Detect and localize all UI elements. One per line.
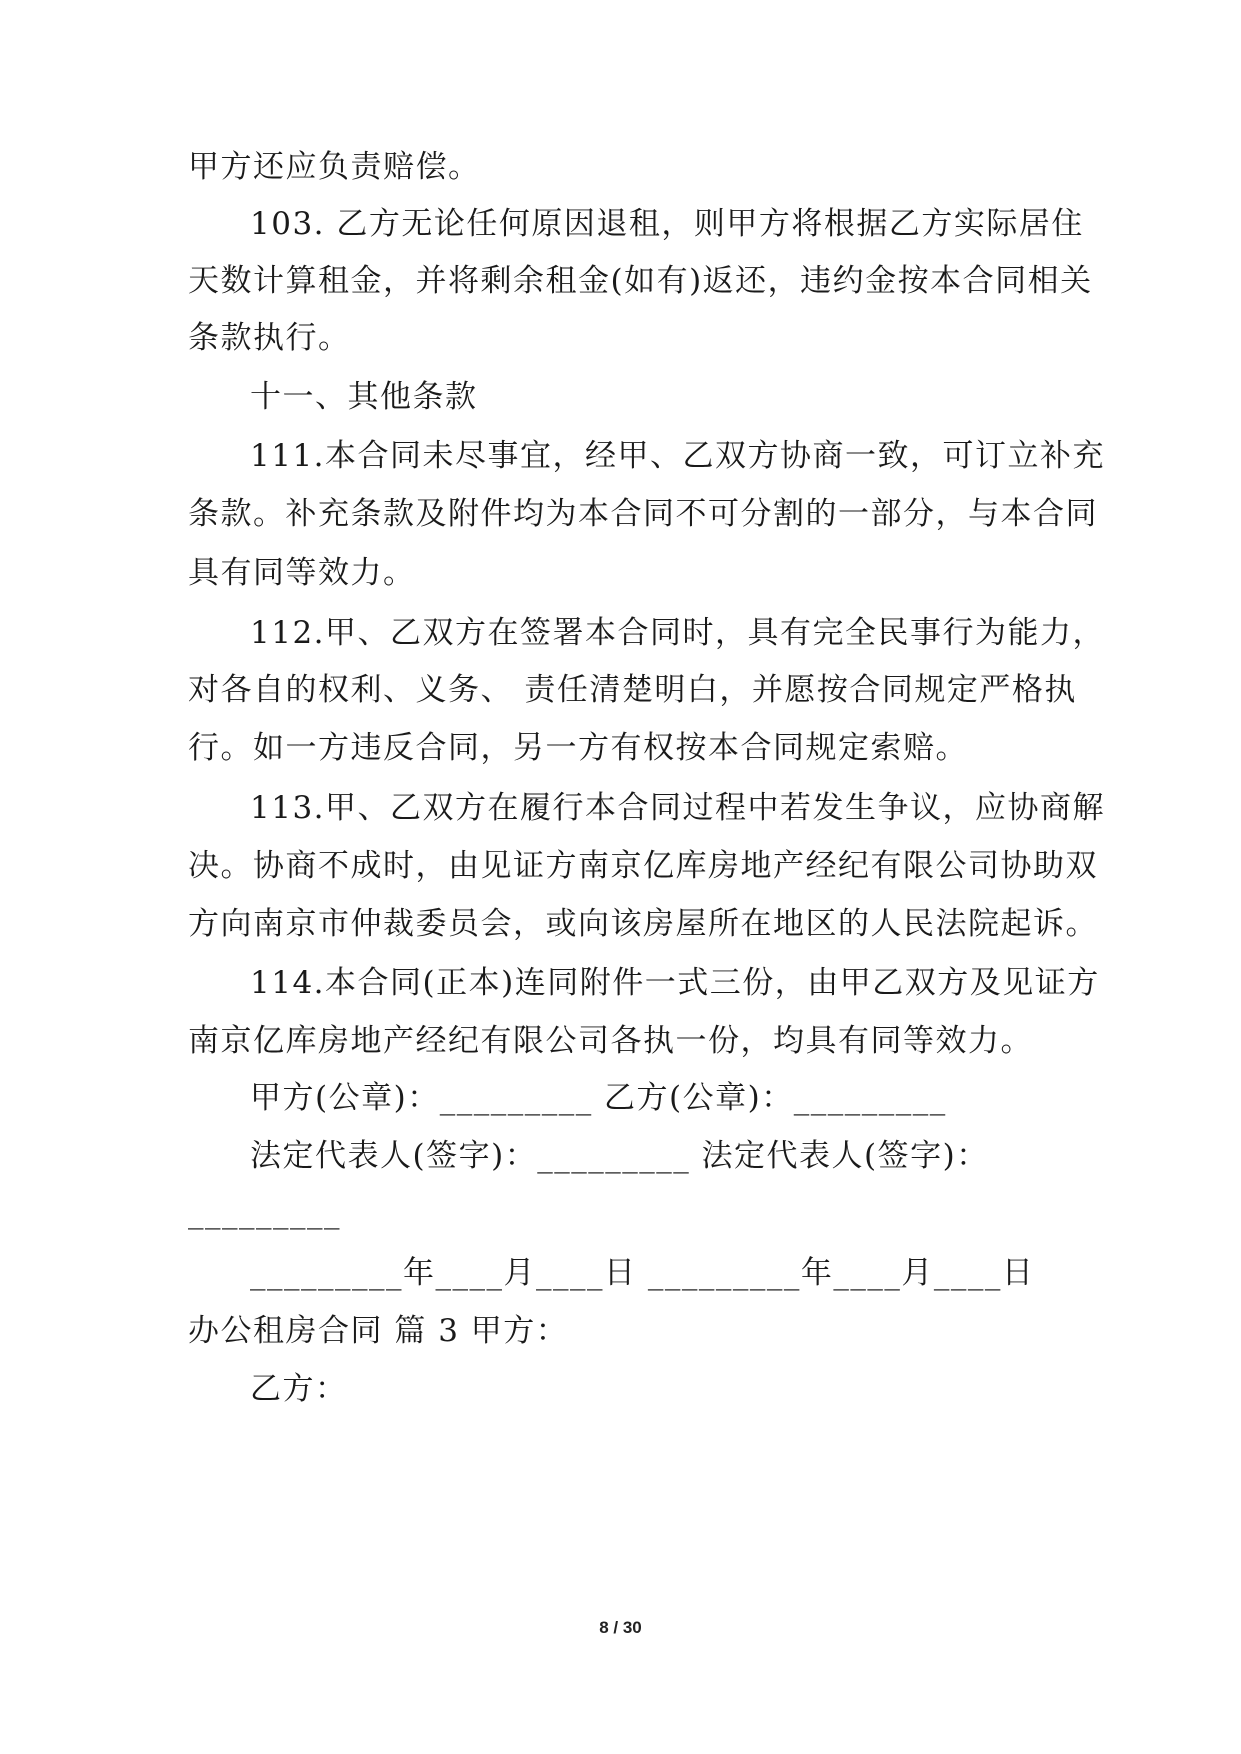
- clause-114: 114.本合同(正本)连同附件一式三份，由甲乙双方及见证方: [250, 965, 1100, 1001]
- text-line: 天数计算租金，并将剩余租金(如有)返还，违约金按本合同相关: [188, 263, 1093, 299]
- signature-blank: _________: [188, 1194, 341, 1230]
- party-b-line: 乙方：: [250, 1371, 348, 1407]
- clause-112: 112.甲、乙双方在签署本合同时，具有完全民事行为能力，: [250, 615, 1106, 651]
- text-line: 甲方还应负责赔偿。: [188, 149, 481, 185]
- text-line: 对各自的权利、义务、 责任清楚明白，并愿按合同规定严格执: [188, 672, 1077, 708]
- section-heading-11: 十一、其他条款: [250, 379, 478, 415]
- text-line: 条款执行。: [188, 320, 351, 356]
- text-line: 具有同等效力。: [188, 555, 416, 591]
- date-line: _________年____月____日 _________年____月____日: [250, 1255, 1035, 1291]
- seal-signature-line: 甲方(公章)：_________ 乙方(公章)：_________: [250, 1080, 947, 1116]
- page-number: 8 / 30: [599, 1618, 642, 1637]
- text-line: 决。协商不成时，由见证方南京亿库房地产经纪有限公司协助双: [188, 848, 1098, 884]
- clause-113: 113.甲、乙双方在履行本合同过程中若发生争议，应协商解: [250, 790, 1106, 826]
- text-line: 方向南京市仲裁委员会，或向该房屋所在地区的人民法院起诉。: [188, 906, 1098, 942]
- contract-title-line: 办公租房合同 篇 3 甲方：: [188, 1313, 569, 1349]
- representative-signature-line: 法定代表人(签字)：_________ 法定代表人(签字)：: [250, 1138, 989, 1174]
- text-line: 行。如一方违反合同，另一方有权按本合同规定索赔。: [188, 730, 968, 766]
- clause-111: 111.本合同未尽事宜，经甲、乙双方协商一致，可订立补充: [250, 438, 1106, 474]
- clause-103: 103. 乙方无论任何原因退租，则甲方将根据乙方实际居住: [250, 206, 1084, 242]
- text-line: 条款。补充条款及附件均为本合同不可分割的一部分，与本合同: [188, 496, 1098, 532]
- text-line: 南京亿库房地产经纪有限公司各执一份，均具有同等效力。: [188, 1023, 1033, 1059]
